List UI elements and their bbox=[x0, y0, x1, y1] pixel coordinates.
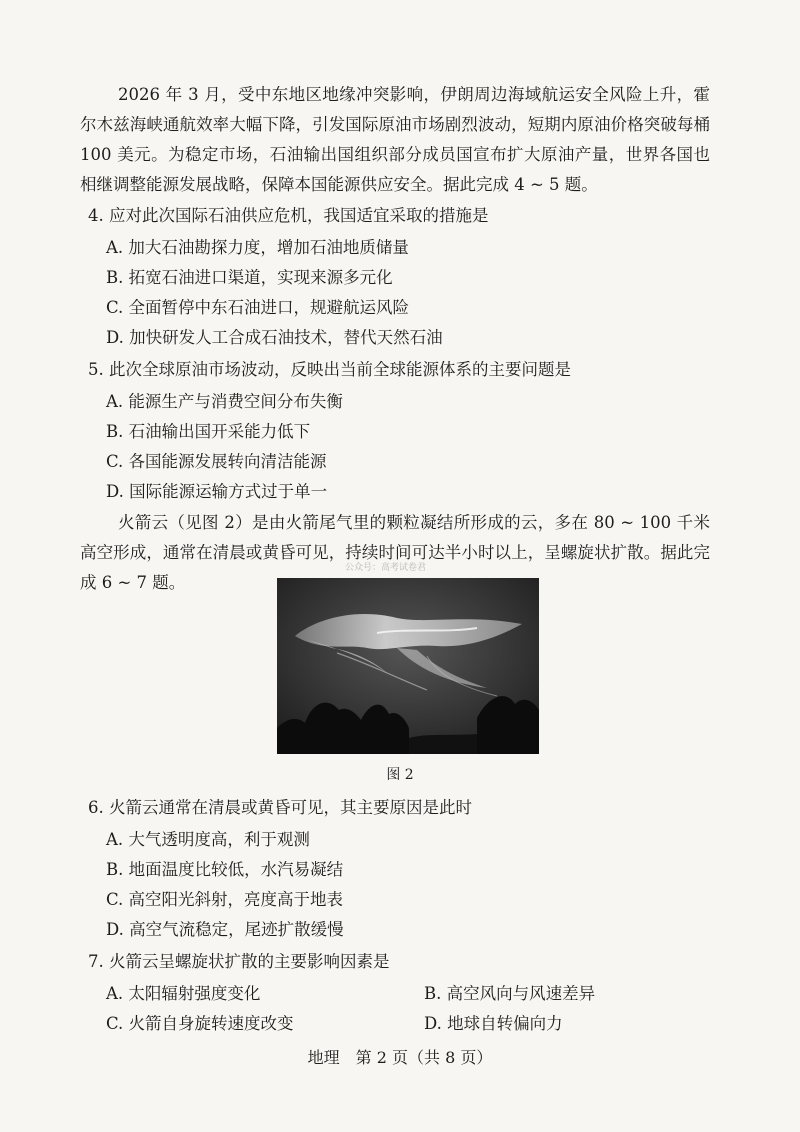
question-7-option-c: C. 火箭自身旋转速度改变 bbox=[106, 1014, 294, 1033]
question-5-option-b: B. 石油输出国开采能力低下 bbox=[106, 422, 311, 441]
page-footer: 地理 第 2 页（共 8 页） bbox=[307, 1048, 493, 1067]
question-5-option-d: D. 国际能源运输方式过于单一 bbox=[106, 482, 328, 501]
question-4-option-b: B. 拓宽石油进口渠道，实现来源多元化 bbox=[106, 268, 393, 287]
question-5-option-c: C. 各国能源发展转向清洁能源 bbox=[106, 452, 327, 471]
question-7-stem: 7. 火箭云呈螺旋状扩散的主要影响因素是 bbox=[88, 952, 390, 971]
question-4-option-a: A. 加大石油勘探力度，增加石油地质储量 bbox=[106, 238, 409, 257]
question-7-option-b: B. 高空风向与风速差异 bbox=[424, 984, 596, 1003]
passage-oil-crisis: 2026 年 3 月，受中东地区地缘冲突影响，伊朗周边海域航运安全风险上升，霍尔木兹海峡通航效率大幅下降，引发国际原油市场剧烈波动，短期内原油价格突破每桶 100 美元。为稳定市场，石油输出国组织部分成员国宣布扩大原油产量，世界各国也相继调整能源发展战略，保障本国能源供应安全。据此完成 4 ~ 5 题。 bbox=[80, 85, 710, 194]
question-7-option-d: D. 地球自转偏向力 bbox=[424, 1014, 563, 1033]
question-5-option-a: A. 能源生产与消费空间分布失衡 bbox=[106, 392, 343, 411]
question-4-option-c: C. 全面暂停中东石油进口，规避航运风险 bbox=[106, 298, 410, 317]
question-7-option-a: A. 太阳辐射强度变化 bbox=[106, 984, 261, 1003]
question-6-option-a: A. 大气透明度高，利于观测 bbox=[106, 830, 310, 849]
question-6-option-c: C. 高空阳光斜射，亮度高于地表 bbox=[106, 890, 344, 909]
watermark-text: 公众号：高考试卷君 bbox=[345, 563, 427, 573]
question-5-stem: 5. 此次全球原油市场波动，反映出当前全球能源体系的主要问题是 bbox=[88, 360, 571, 379]
figure-caption: 图 2 bbox=[386, 767, 414, 783]
question-4-stem: 4. 应对此次国际石油供应危机，我国适宜采取的措施是 bbox=[88, 206, 489, 225]
question-6-option-d: D. 高空气流稳定，尾迹扩散缓慢 bbox=[106, 920, 344, 939]
question-6-option-b: B. 地面温度比较低，水汽易凝结 bbox=[106, 860, 344, 879]
question-6-stem: 6. 火箭云通常在清晨或黄昏可见，其主要原因是此时 bbox=[88, 798, 472, 817]
passage-rocket-cloud: 火箭云（见图 2）是由火箭尾气里的颗粒凝结所形成的云，多在 80 ~ 100 千米高空形成，通常在清晨或黄昏可见，持续时间可达半小时以上，呈螺旋状扩散。据此完成 6 ~ 7 题。 bbox=[80, 513, 710, 592]
figure-rocket-cloud-photo bbox=[277, 578, 539, 754]
question-4-option-d: D. 加快研发人工合成石油技术，替代天然石油 bbox=[106, 328, 443, 347]
